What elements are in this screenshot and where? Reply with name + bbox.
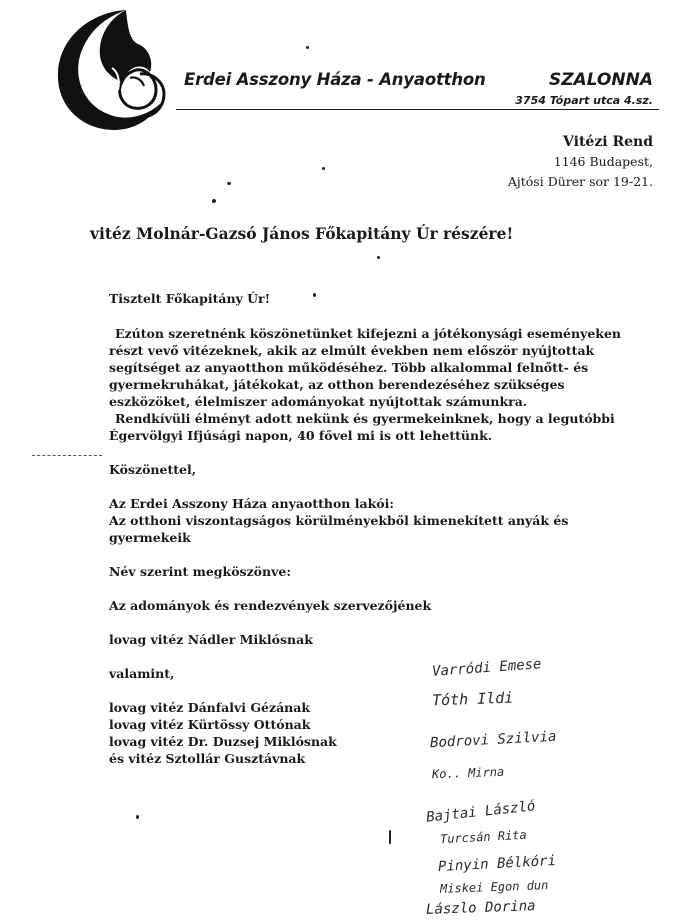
- scan-speck: [313, 293, 316, 297]
- signature-9: Lászlo Dorina: [425, 898, 536, 918]
- recipient-street: Ajtósi Dürer sor 19-21.: [507, 174, 653, 189]
- signature-1: Varródi Emese: [431, 656, 543, 680]
- scan-speck: [389, 830, 391, 844]
- honoree-2: lovag vitéz Kürtössy Ottónak: [109, 717, 311, 732]
- paragraph-2: Rendkívüli élményt adott nekünk és gyermekeinknek, hogy a legutóbbi Égervölgyi Ifjúsági napon, 40 fővel mi is ott lehettünk.: [109, 411, 615, 443]
- organization-name: Erdei Asszony Háza - Anyaotthon: [184, 70, 486, 89]
- salutation: Tisztelt Főkapitány Úr!: [109, 291, 271, 306]
- signature-4: Ko.. Mirna: [431, 764, 505, 782]
- letter-subject: vitéz Molnár-Gazsó János Főkapitány Úr részére!: [90, 224, 514, 243]
- sender-address: 3754 Tópart utca 4.sz.: [515, 94, 653, 107]
- signature-8: Miskei Egon dun: [439, 878, 549, 896]
- scan-speck: [306, 46, 309, 49]
- paragraph-1: Ezúton szeretnénk köszönetünket kifejezni a jótékonysági eseményeken részt vevő vitézeknek, akik az elmúlt években nem először nyújtottak segítséget az anyaotthon működéséhez. Több alkalommal felnőtt- és gyermekruhákat, játékokat, az otthon berendezéséhez szükséges eszközöket, élelmiszer adományokat nyújtottak számunkra.: [109, 326, 622, 409]
- also-line: valamint,: [109, 666, 175, 681]
- scan-speck: [136, 815, 139, 819]
- recipient-block: [508, 132, 653, 192]
- honoree-3: lovag vitéz Dr. Duzsej Miklósnak: [109, 734, 337, 749]
- scan-dash-mark: [32, 455, 102, 456]
- honoree-1: lovag vitéz Dánfalvi Gézának: [109, 700, 311, 715]
- scan-speck: [212, 199, 216, 203]
- thanks-line: Köszönettel,: [109, 462, 197, 477]
- scan-speck: [227, 182, 231, 185]
- recipient-city: 1146 Budapest,: [553, 154, 653, 169]
- header-divider: [176, 109, 659, 110]
- scan-speck: [322, 167, 325, 170]
- mother-child-logo: [52, 6, 172, 134]
- signature-6: Turcsán Rita: [439, 827, 528, 847]
- signature-5: Bajtai László: [425, 798, 537, 826]
- by-name-line: Név szerint megköszönve:: [109, 564, 291, 579]
- scan-speck: [377, 256, 380, 259]
- from-line-2: Az otthoni viszontagságos körülményekből kimenekített anyák és gyermekeik: [109, 513, 569, 545]
- signature-3: Bodrovi Szilvia: [429, 728, 557, 752]
- honoree-4: és vitéz Sztollár Gusztávnak: [109, 751, 306, 766]
- signature-7: Pinyin Bélkóri: [437, 852, 557, 876]
- recipient-name: Vitézi Rend: [563, 134, 653, 150]
- organizer-intro: Az adományok és rendezvények szervezőjének: [109, 598, 432, 613]
- organizer-name: lovag vitéz Nádler Miklósnak: [109, 632, 313, 647]
- signature-2: Tóth Ildi: [431, 688, 514, 710]
- town-name: SZALONNA: [548, 70, 653, 90]
- from-line-1: Az Erdei Asszony Háza anyaotthon lakói:: [109, 496, 394, 511]
- letter-body: [109, 290, 629, 767]
